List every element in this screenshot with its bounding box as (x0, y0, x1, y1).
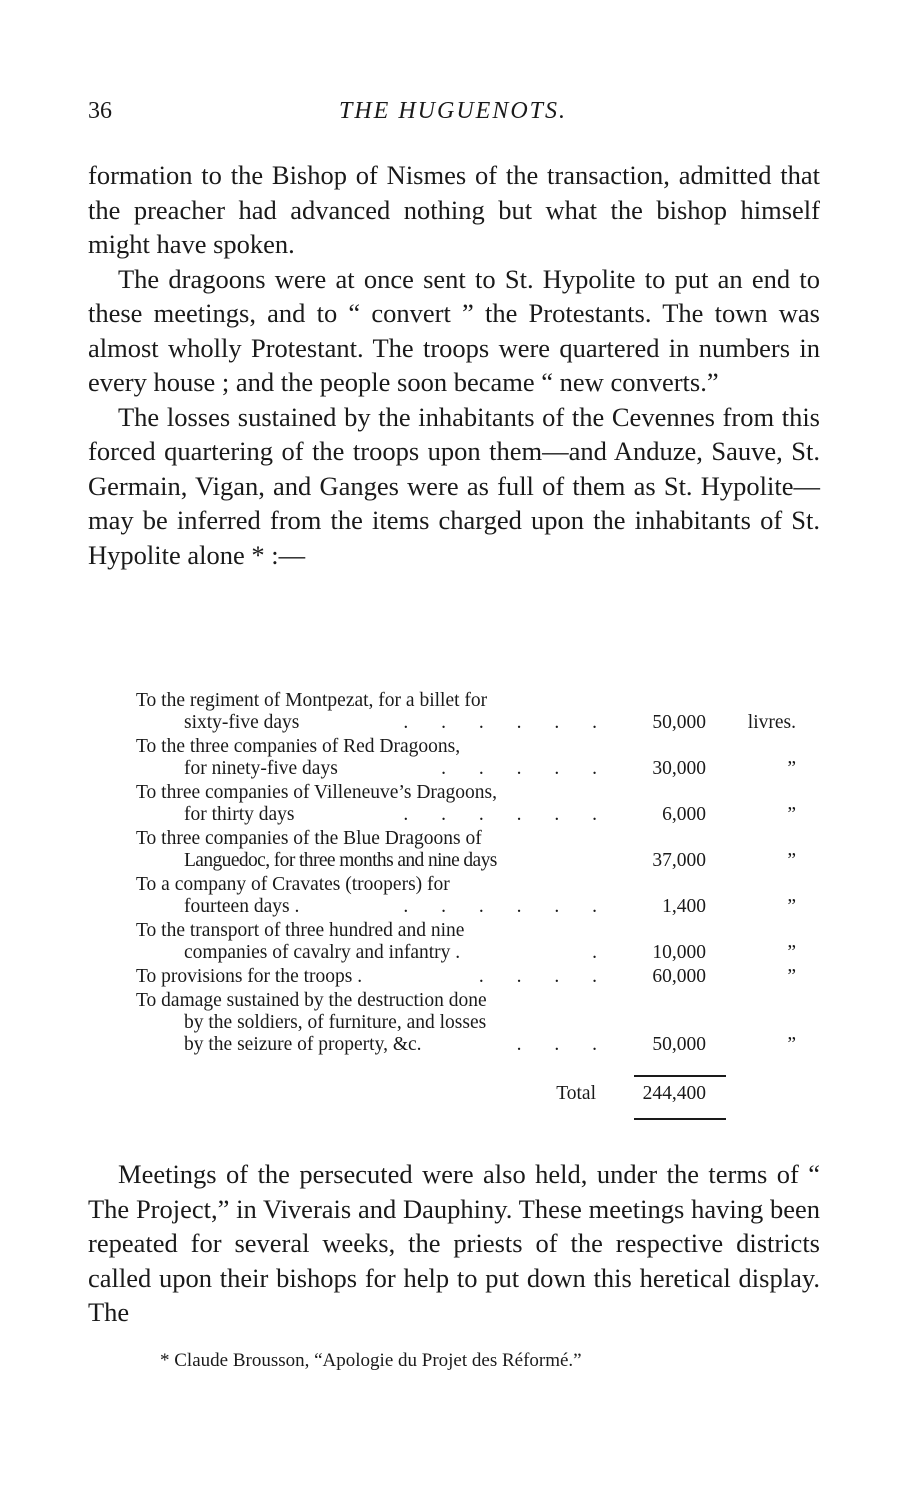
table-row (136, 990, 816, 1056)
row-text-last (136, 942, 611, 964)
row-unit: ” (787, 942, 796, 963)
page-number: 36 (88, 98, 112, 124)
row-amount: 10,000 (652, 942, 706, 963)
row-text: by the seizure of property, &c. (184, 1034, 422, 1055)
row-amount: 50,000 (652, 712, 706, 733)
row-text: To the regiment of Montpezat, for a billet for (136, 690, 488, 711)
leader-dots: . (592, 942, 611, 963)
row-text: by the soldiers, of furniture, and losses (184, 1012, 487, 1033)
leader-dots: . . . . . . (403, 712, 611, 733)
row-text: sixty-five days (184, 712, 300, 733)
table-row (136, 874, 816, 918)
row-text-last (136, 966, 611, 988)
paragraph: formation to the Bishop of Nismes of the transaction, admitted that the preacher had advanced nothing but what the bishop himself might have spoken. (88, 160, 820, 259)
running-head (88, 98, 818, 132)
table-row (136, 690, 816, 734)
row-text: To a company of Cravates (troopers) for (136, 874, 450, 895)
leader-dots: . . . . (478, 966, 611, 987)
row-amount: 1,400 (662, 896, 706, 917)
paragraph: The losses sustained by the inhabitants of the Cevennes from this forced quartering of the troops upon them—and Anduze, Sauve, St. Germain, Vigan, and Ganges were as full of them as St. Hypolite—may be inferred from the items charged upon the inhabitants of St. Hypolite alone * :— (88, 401, 820, 570)
row-unit: ” (787, 1034, 796, 1055)
total-rule-bottom (634, 1118, 726, 1120)
body-text-top (88, 158, 820, 572)
paragraph: Meetings of the persecuted were also held, under the terms of “ The Project,” in Viverais and Dauphiny. These meetings having been repeated for several weeks, the priests of the respective districts called upon their bishops for help to put down this heretical display. The (88, 1159, 820, 1327)
row-text: for ninety-five days (184, 758, 338, 779)
row-text: To provisions for the troops . (136, 966, 363, 987)
row-text-last (136, 896, 611, 918)
table-row (136, 782, 816, 826)
row-unit: ” (787, 804, 796, 825)
running-title: THE HUGUENOTS. (338, 98, 567, 124)
leader-dots: . . . . . (441, 758, 611, 779)
footnote: * Claude Brousson, “Apologie du Projet des Réformé.” (160, 1350, 582, 1371)
row-text: To three companies of Villeneuve’s Dragoons, (136, 782, 498, 803)
total-rule-top (634, 1075, 726, 1077)
row-amount: 6,000 (662, 804, 706, 825)
row-text-last (136, 758, 611, 780)
row-unit: ” (787, 966, 796, 987)
row-text: To three companies of the Blue Dragoons of (136, 828, 482, 849)
row-text: companies of cavalry and infantry . (184, 942, 461, 963)
row-unit: livres. (747, 712, 796, 733)
row-text: To damage sustained by the destruction done (136, 990, 487, 1011)
row-text-last (136, 804, 611, 826)
table-row (136, 920, 816, 964)
row-unit: ” (787, 758, 796, 779)
row-unit: ” (787, 850, 796, 871)
row-text-last (136, 850, 611, 872)
table-row (136, 828, 816, 872)
leader-dots: . . . . . . (403, 804, 611, 825)
row-amount: 60,000 (652, 966, 706, 987)
leader-dots: . . . (516, 1034, 611, 1055)
total-amount: 244,400 (642, 1083, 706, 1104)
row-text: To the three companies of Red Dragoons, (136, 736, 461, 757)
total-row (136, 1083, 816, 1111)
row-text: for thirty days (184, 804, 295, 825)
total-label: Total (556, 1083, 596, 1104)
row-text: Languedoc, for three months and nine days (184, 850, 497, 871)
row-amount: 50,000 (652, 1034, 706, 1055)
row-text: fourteen days . (184, 896, 300, 917)
expense-table (136, 690, 816, 1058)
row-amount: 30,000 (652, 758, 706, 779)
paragraph: The dragoons were at once sent to St. Hypolite to put an end to these meetings, and to “ convert ” the Protestants. The town was almost wholly Protestant. The troops were quartered in numbers in every house ; and the people soon became “ new converts.” (88, 263, 820, 397)
row-text: To the transport of three hundred and nine (136, 920, 465, 941)
table-row (136, 966, 816, 988)
body-text-bottom (88, 1157, 820, 1330)
leader-dots: . . . . . . (403, 896, 611, 917)
row-text-last (136, 712, 611, 734)
row-amount: 37,000 (652, 850, 706, 871)
row-text-last (136, 1034, 611, 1056)
row-unit: ” (787, 896, 796, 917)
table-row (136, 736, 816, 780)
